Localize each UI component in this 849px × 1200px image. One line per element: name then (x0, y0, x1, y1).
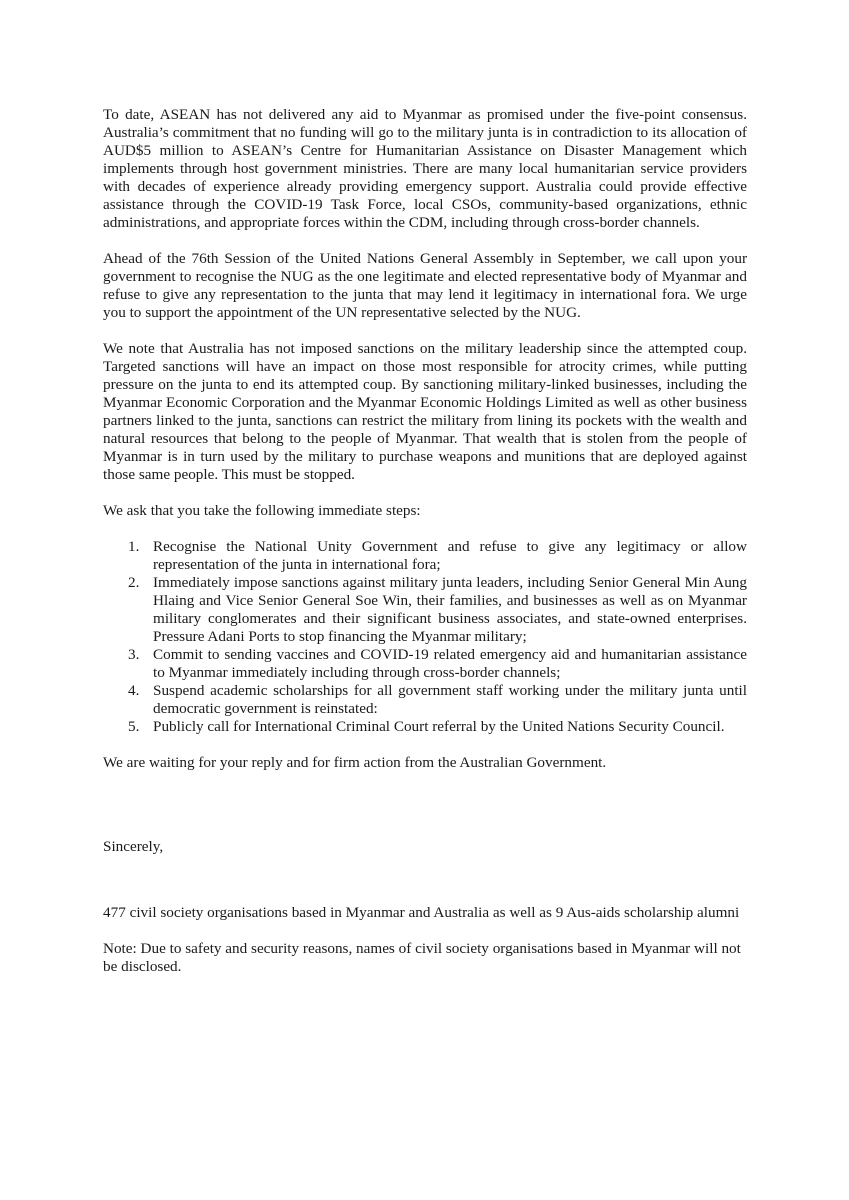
paragraph-nug-recognition: Ahead of the 76th Session of the United Nations General Assembly in September, we call upon your government to recognise the NUG as the one legitimate and elected representative body of Myanmar and refuse to give any representation to the junta that may lend it legitimacy in international fora. We urge you to support the appointment of the UN representative selected by the NUG. (103, 250, 747, 321)
sign-off: Sincerely, (103, 838, 164, 855)
spacer (103, 790, 747, 838)
signatories: 477 civil society organisations based in Myanmar and Australia as well as 9 Aus-aids scholarship alumni (103, 904, 740, 921)
list-item (128, 718, 747, 736)
list-item-number: 1. (128, 538, 140, 555)
disclosure-note: Note: Due to safety and security reasons, names of civil society organisations based in Myanmar will not be disclosed. (103, 940, 741, 975)
list-item-number: 2. (128, 574, 140, 591)
list-item-text: Recognise the National Unity Government and refuse to give any legitimacy or allow representation of the junta in international fora; (153, 538, 747, 573)
steps-intro: We ask that you take the following immediate steps: (103, 502, 421, 519)
list-item-number: 4. (128, 682, 140, 699)
letter-body (103, 106, 747, 994)
paragraph-sanctions: We note that Australia has not imposed sanctions on the military leadership since the attempted coup. Targeted sanctions will have an impact on those most responsible for atrocity crimes, while putting pressure on the junta to end its attempted coup. By sanctioning military-linked businesses, including the Myanmar Economic Corporation and the Myanmar Economic Holdings Limited as well as other business partners linked to the junta, sanctions can restrict the military from lining its pockets with the wealth and natural resources that belong to the people of Myanmar. That wealth that is stolen from the people of Myanmar is in turn used by the military to purchase weapons and munitions that are deployed against those same people. This must be stopped. (103, 340, 747, 483)
list-item-number: 5. (128, 718, 140, 735)
list-item (128, 574, 747, 646)
closing-line: We are waiting for your reply and for firm action from the Australian Government. (103, 754, 607, 771)
list-item-text: Publicly call for International Criminal Court referral by the United Nations Security Council. (153, 718, 725, 735)
list-item-text: Suspend academic scholarships for all government staff working under the military junta until democratic government is reinstated: (153, 682, 747, 717)
list-item-text: Commit to sending vaccines and COVID-19 related emergency aid and humanitarian assistance to Myanmar immediately including through cross-border channels; (153, 646, 747, 681)
list-item (128, 538, 747, 574)
paragraph-aid: To date, ASEAN has not delivered any aid to Myanmar as promised under the five-point consensus. Australia’s commitment that no funding will go to the military junta is in contradiction to its allocation of AUD$5 million to ASEAN’s Centre for Humanitarian Assistance on Disaster Management which implements through host government ministries. There are many local humanitarian service providers with decades of experience already providing emergency support. Australia could provide effective assistance through the COVID-19 Task Force, local CSOs, community-based organizations, ethnic administrations, and appropriate forces within the CDM, including through cross-border channels. (103, 106, 747, 231)
list-item (128, 646, 747, 682)
spacer (103, 874, 747, 904)
list-item-number: 3. (128, 646, 140, 663)
list-item-text: Immediately impose sanctions against military junta leaders, including Senior General Min Aung Hlaing and Vice Senior General Soe Win, their families, and businesses as well as on Myanmar military conglomerates and their significant business associates, and state-owned enterprises. Pressure Adani Ports to stop financing the Myanmar military; (153, 574, 747, 645)
list-item (128, 682, 747, 718)
steps-list (103, 538, 747, 736)
